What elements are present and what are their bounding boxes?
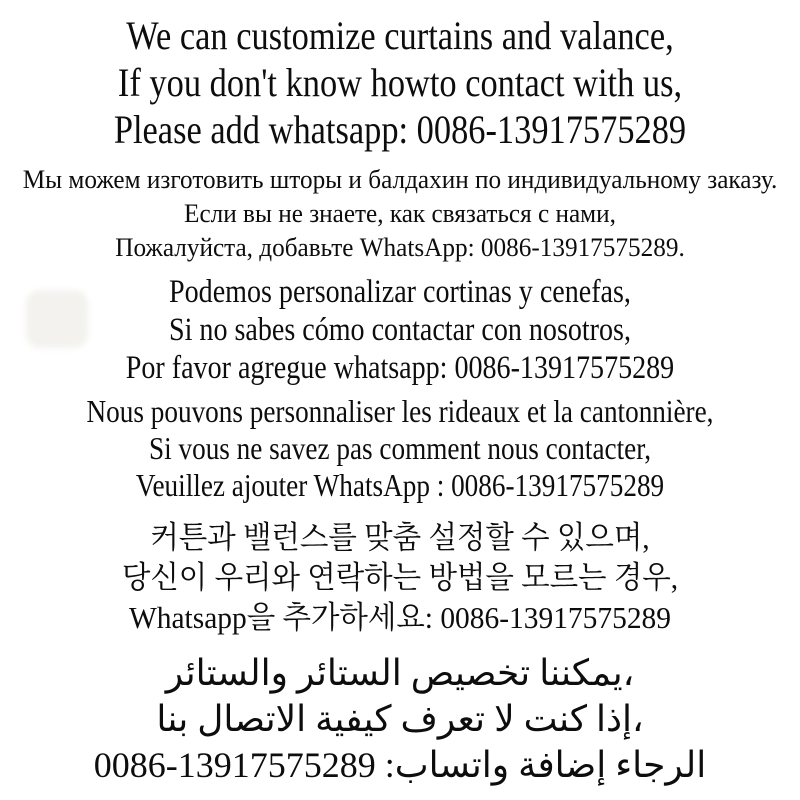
text-block-arabic [0, 650, 800, 788]
text-block-korean [20, 518, 780, 638]
text-line: 커튼과 밸런스를 맞춤 설정할 수 있으며, [150, 520, 650, 555]
text-line: ،إذا كنت لا تعرف كيفية الاتصال بنا [156, 699, 644, 739]
text-block-spanish [60, 273, 740, 387]
text-block-french [60, 393, 740, 504]
text-line: 당신이 우리와 연락하는 방법을 모르는 경우, [121, 560, 679, 595]
text-line-whatsapp: Whatsapp을 추가하세요: 0086-13917575289 [128, 600, 672, 635]
text-line: Nous pouvons personnaliser les rideaux et la cantonnière, [86, 393, 714, 429]
text-block-russian [12, 163, 788, 265]
text-line: ،يمكننا تخصيص الستائر والستائر [165, 653, 635, 693]
text-line-whatsapp: الرجاء إضافة واتساب: 13917575289-0086 [93, 745, 707, 785]
text-line-whatsapp: Пожалуйста, добавьте WhatsApp: 0086-13917575289. [115, 233, 685, 262]
text-line: Podemos personalizar cortinas y cenefas, [169, 274, 631, 310]
text-line: Мы можем изготовить шторы и балдахин по индивидуальному заказу. [22, 165, 778, 194]
text-line: Если вы не знаете, как связаться с нами, [184, 199, 616, 228]
text-block-english [56, 12, 744, 153]
text-line: Si no sabes cómo contactar con nosotros, [169, 312, 631, 348]
text-line: Si vous ne savez pas comment nous contacter, [149, 430, 651, 466]
text-line-whatsapp: Please add whatsapp: 0086-13917575289 [113, 107, 687, 152]
text-line-whatsapp: Veuillez ajouter WhatsApp : 0086-13917575289 [135, 467, 665, 503]
text-line: If you don't know howto contact with us, [117, 60, 683, 105]
text-line-whatsapp: Por favor agregue whatsapp: 0086-13917575289 [125, 350, 675, 386]
text-line: We can customize curtains and valance, [126, 13, 674, 58]
